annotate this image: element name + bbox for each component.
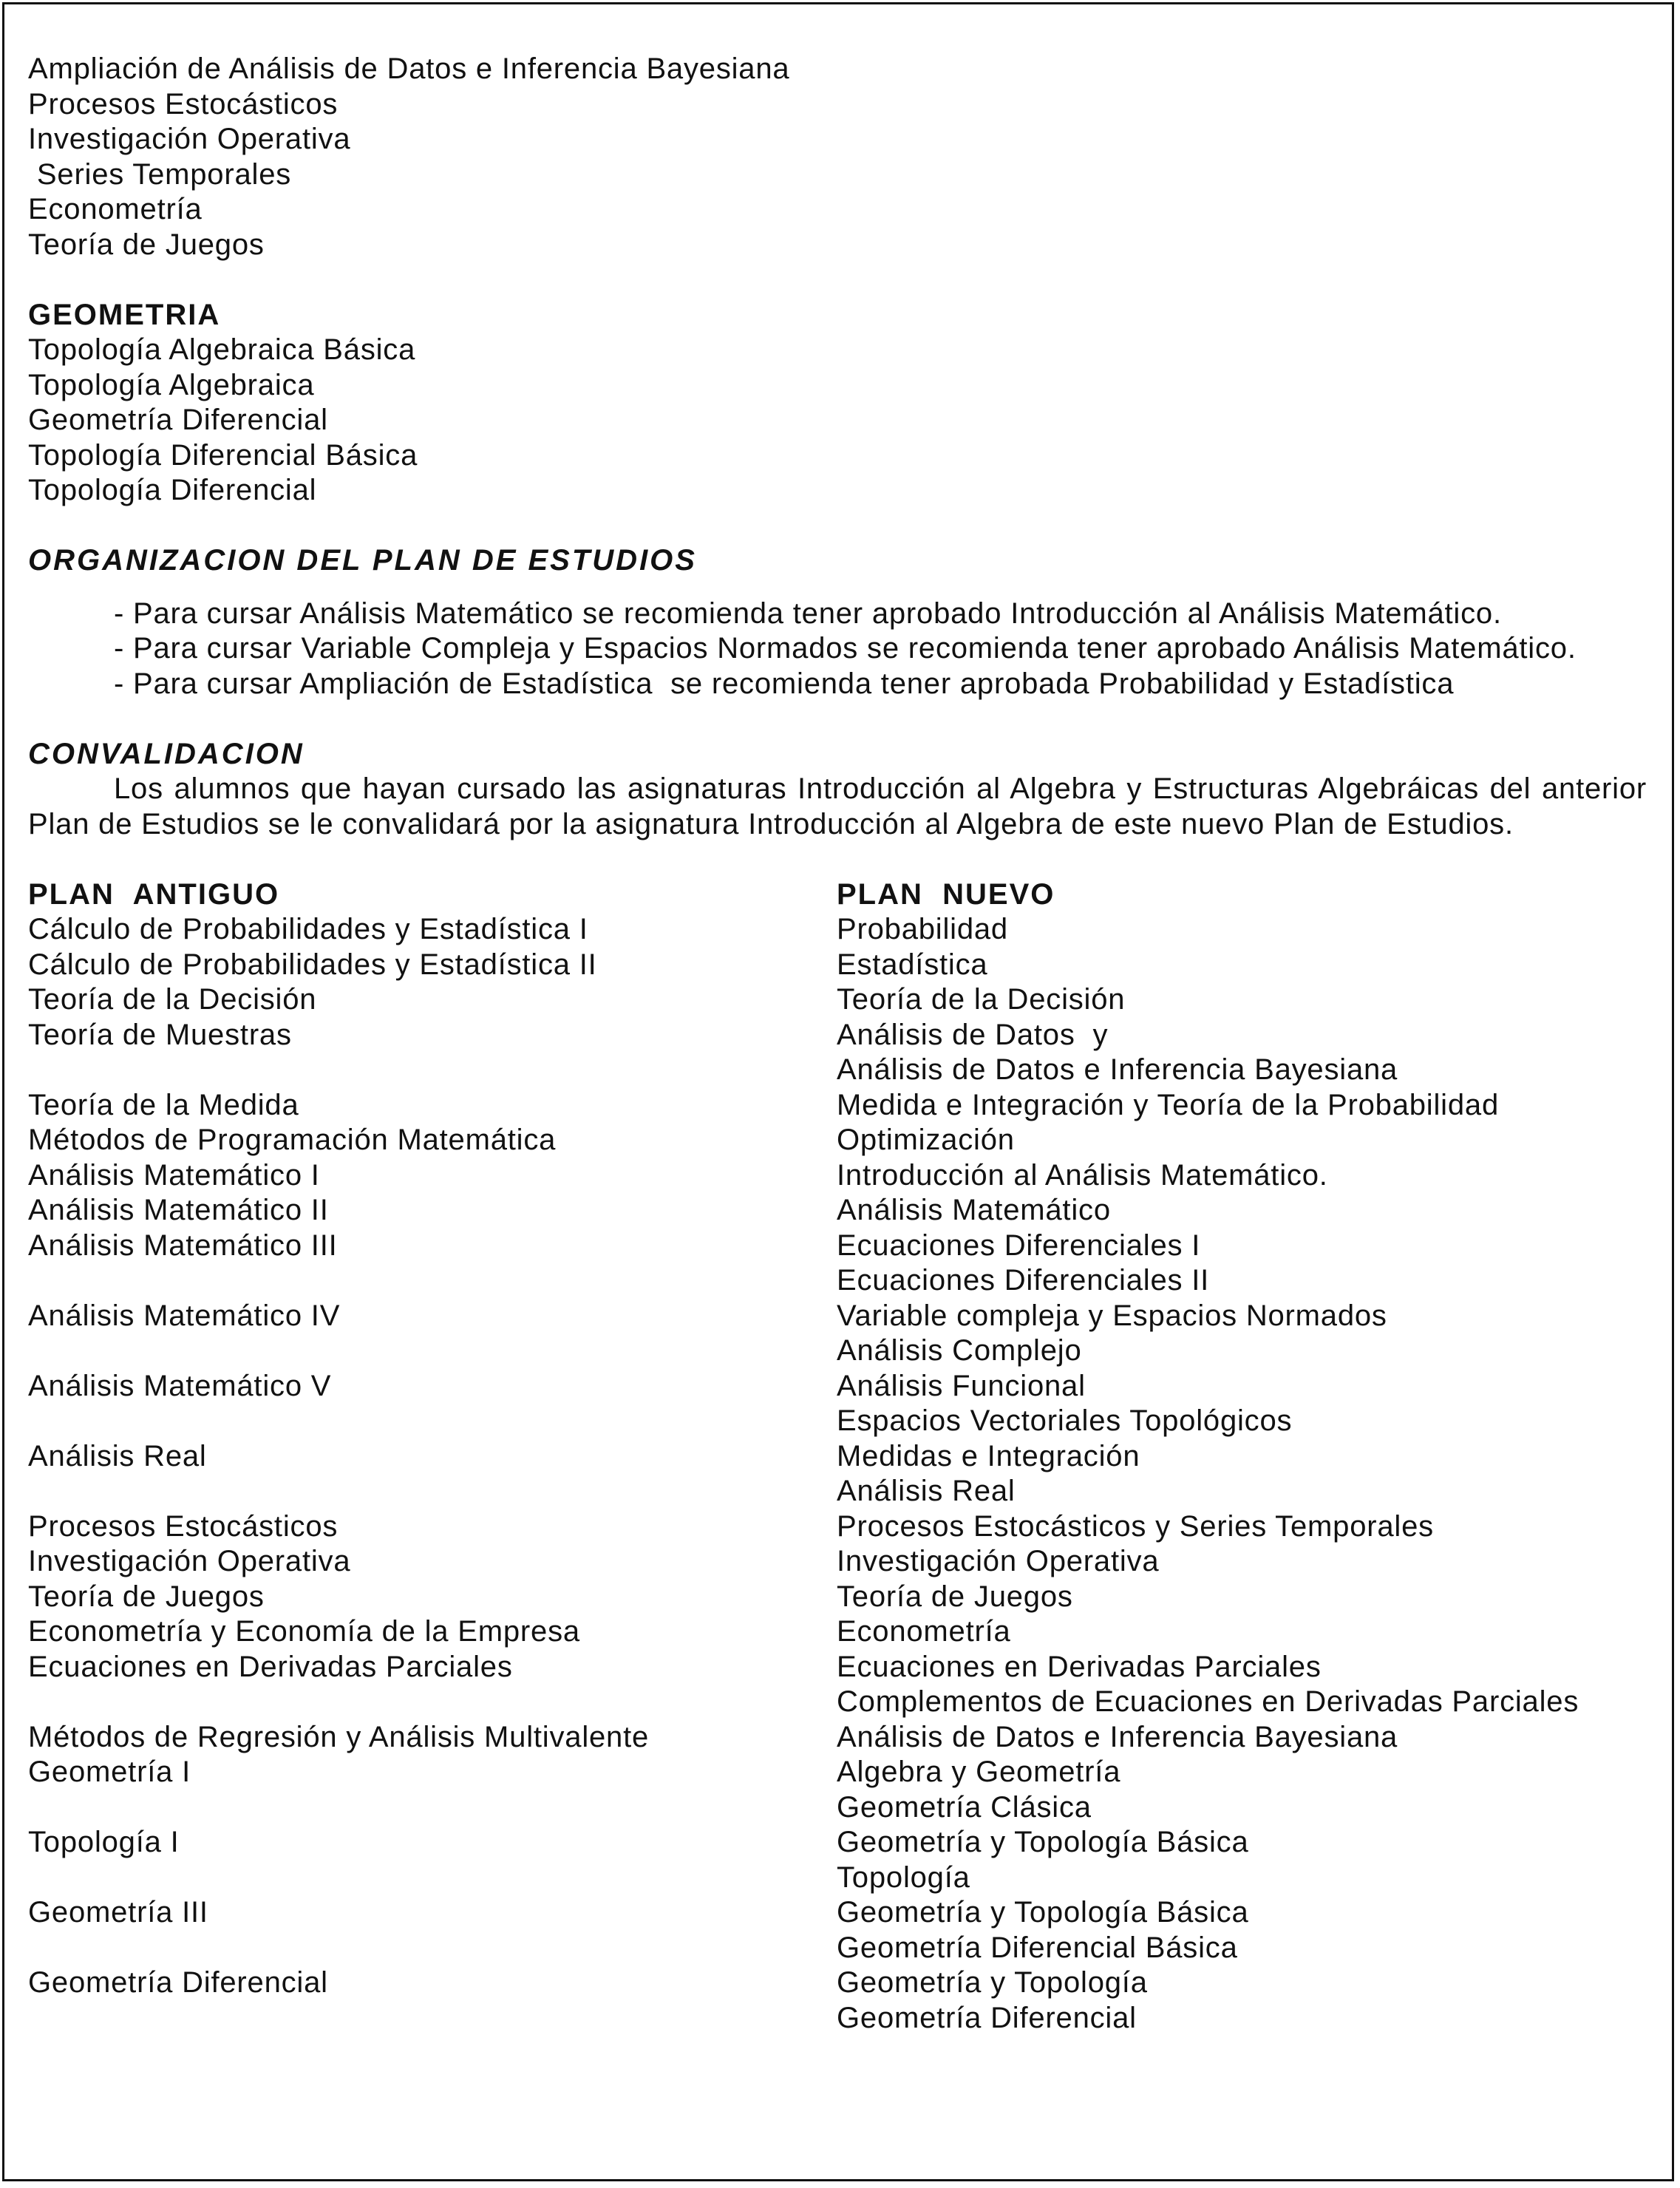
- plan-nuevo-cell: Geometría Diferencial: [837, 2001, 1137, 2034]
- paragraph-text: Los alumnos que hayan cursado las asignaturas Introducción al Algebra y Estructuras Algebráicas del anterior Plan de Estudios se le convalidará por la asignatura Introducción al Algebra de este nuevo Plan de Estudios.: [28, 772, 1647, 840]
- plan-nuevo-cell: Ecuaciones Diferenciales II: [837, 1264, 1210, 1297]
- plan-nuevo-cell: Análisis Funcional: [837, 1369, 1086, 1402]
- convalidacion-paragraph: [28, 772, 1647, 842]
- recommendation-item: - Para cursar Ampliación de Estadística se recomienda tener aprobada Probabilidad y Estadística: [114, 667, 1455, 700]
- plan-antiguo-cell: Análisis Matemático I: [28, 1158, 320, 1192]
- convalidacion-section: [28, 737, 1647, 843]
- section-heading-geometria: GEOMETRIA: [28, 298, 221, 331]
- plan-antiguo-cell: Métodos de Programación Matemática: [28, 1124, 557, 1156]
- plan-antiguo-cell: Geometría I: [28, 1756, 191, 1788]
- plan-antiguo-cell: Ecuaciones en Derivadas Parciales: [28, 1650, 513, 1683]
- recommendation-list: [28, 597, 1647, 702]
- plan-antiguo-cell: Procesos Estocásticos: [28, 1509, 339, 1543]
- plan-nuevo-cell: Geometría y Topología Básica: [837, 1896, 1249, 1929]
- plan-antiguo-cell: [28, 1685, 837, 1720]
- plan-nuevo-heading: PLAN NUEVO: [837, 877, 1055, 911]
- recommendation-item: - Para cursar Análisis Matemático se recomienda tener aprobado Introducción al Análisis Matemático.: [114, 597, 1502, 630]
- list-item: Topología Algebraica Básica: [28, 333, 416, 366]
- plan-antiguo-cell: Teoría de Muestras: [28, 1018, 292, 1051]
- plan-nuevo-cell: Procesos Estocásticos y Series Temporales: [837, 1509, 1434, 1543]
- plan-antiguo-cell: Econometría y Economía de la Empresa: [28, 1615, 580, 1648]
- list-item: Topología Algebraica: [28, 368, 315, 401]
- plan-antiguo-heading: PLAN ANTIGUO: [28, 877, 280, 911]
- plan-antiguo-cell: Análisis Real: [28, 1439, 207, 1472]
- plan-antiguo-cell: Cálculo de Probabilidades y Estadística I: [28, 913, 588, 945]
- list-item: Econometría: [28, 193, 203, 225]
- plan-nuevo-cell: Espacios Vectoriales Topológicos: [837, 1404, 1293, 1437]
- plan-nuevo-cell: Ecuaciones en Derivadas Parciales: [837, 1650, 1322, 1683]
- plan-nuevo-cell: Análisis de Datos e Inferencia Bayesiana: [837, 1720, 1398, 1753]
- plan-nuevo-cell: Geometría Diferencial Básica: [837, 1931, 1238, 1964]
- plan-nuevo-cell: Teoría de la Decisión: [837, 983, 1126, 1016]
- list-item: Ampliación de Análisis de Datos e Inferencia Bayesiana: [28, 52, 790, 85]
- plan-nuevo-cell: Algebra y Geometría: [837, 1756, 1121, 1788]
- plan-antiguo-cell: Investigación Operativa: [28, 1545, 351, 1577]
- document-body: [28, 52, 1647, 2036]
- plan-nuevo-cell: Análisis Matemático: [837, 1194, 1111, 1226]
- plan-antiguo-cell: [28, 1861, 837, 1896]
- geometria-section: [28, 298, 1647, 509]
- plan-antiguo-cell: [28, 1474, 837, 1509]
- plan-nuevo-cell: Investigación Operativa: [837, 1545, 1160, 1577]
- organizacion-section: [28, 543, 1647, 701]
- plan-antiguo-cell: Teoría de la Decisión: [28, 983, 317, 1016]
- plan-nuevo-cell: Geometría y Topología Básica: [837, 1826, 1249, 1858]
- list-item: Geometría Diferencial: [28, 404, 328, 436]
- plan-nuevo-cell: Análisis de Datos e Inferencia Bayesiana: [837, 1053, 1398, 1086]
- plan-antiguo-cell: [28, 1333, 837, 1369]
- plan-antiguo-cell: Geometría Diferencial: [28, 1966, 328, 1999]
- plan-nuevo-cell: Complementos de Ecuaciones en Derivadas Parciales: [837, 1685, 1579, 1718]
- list-item: Teoría de Juegos: [28, 228, 265, 261]
- recommendation-item: - Para cursar Variable Compleja y Espacios Normados se recomienda tener aprobado Análisis Matemático.: [114, 632, 1577, 665]
- plan-antiguo-cell: Métodos de Regresión y Análisis Multivalente: [28, 1720, 650, 1753]
- plan-nuevo-cell: Análisis Real: [837, 1475, 1016, 1507]
- plan-antiguo-cell: [28, 1263, 837, 1299]
- plan-antiguo-cell: Análisis Matemático V: [28, 1369, 332, 1402]
- plan-antiguo-cell: [28, 2001, 837, 2036]
- plan-nuevo-cell: Medida e Integración y Teoría de la Probabilidad: [837, 1088, 1499, 1121]
- plan-antiguo-cell: Análisis Matemático IV: [28, 1299, 341, 1332]
- plan-nuevo-cell: Ecuaciones Diferenciales I: [837, 1229, 1201, 1262]
- top-subject-list: [28, 52, 1647, 262]
- plan-nuevo-cell: Topología: [837, 1861, 970, 1894]
- plan-nuevo-cell: Econometría: [837, 1615, 1011, 1648]
- plan-antiguo-cell: Teoría de la Medida: [28, 1088, 299, 1121]
- plan-nuevo-cell: Teoría de Juegos: [837, 1580, 1073, 1613]
- list-item: Topología Diferencial Básica: [28, 438, 418, 472]
- list-item: Investigación Operativa: [28, 123, 351, 155]
- section-heading-organizacion: ORGANIZACION DEL PLAN DE ESTUDIOS: [28, 544, 697, 577]
- plan-nuevo-cell: Estadística: [837, 948, 988, 981]
- plan-antiguo-cell: Cálculo de Probabilidades y Estadística II: [28, 948, 597, 981]
- plan-nuevo-cell: Análisis Complejo: [837, 1334, 1082, 1367]
- list-item: Series Temporales: [28, 157, 292, 191]
- list-item: Procesos Estocásticos: [28, 87, 339, 120]
- plan-antiguo-cell: [28, 1790, 837, 1826]
- plan-nuevo-column: [837, 877, 1650, 2036]
- plan-antiguo-cell: [28, 1053, 837, 1088]
- plan-antiguo-cell: [28, 1404, 837, 1439]
- section-heading-convalidacion: CONVALIDACION: [28, 737, 305, 770]
- plan-antiguo-column: [28, 877, 837, 2036]
- plan-nuevo-cell: Optimización: [837, 1124, 1015, 1156]
- plan-antiguo-cell: [28, 1931, 837, 1966]
- equivalence-table: [28, 877, 1647, 2036]
- plan-nuevo-cell: Introducción al Análisis Matemático.: [837, 1158, 1328, 1192]
- plan-antiguo-cell: Geometría III: [28, 1896, 208, 1929]
- plan-nuevo-cell: Variable compleja y Espacios Normados: [837, 1299, 1387, 1332]
- plan-antiguo-cell: Topología I: [28, 1826, 180, 1858]
- plan-nuevo-cell: Geometría y Topología: [837, 1966, 1148, 1999]
- plan-antiguo-cell: Análisis Matemático II: [28, 1194, 329, 1226]
- plan-nuevo-cell: Probabilidad: [837, 913, 1008, 945]
- plan-nuevo-cell: Geometría Clásica: [837, 1790, 1092, 1824]
- plan-antiguo-cell: Teoría de Juegos: [28, 1580, 265, 1613]
- plan-antiguo-cell: Análisis Matemático III: [28, 1229, 338, 1262]
- plan-nuevo-cell: Análisis de Datos y: [837, 1018, 1109, 1051]
- list-item: Topología Diferencial: [28, 474, 317, 506]
- plan-nuevo-cell: Medidas e Integración: [837, 1439, 1140, 1472]
